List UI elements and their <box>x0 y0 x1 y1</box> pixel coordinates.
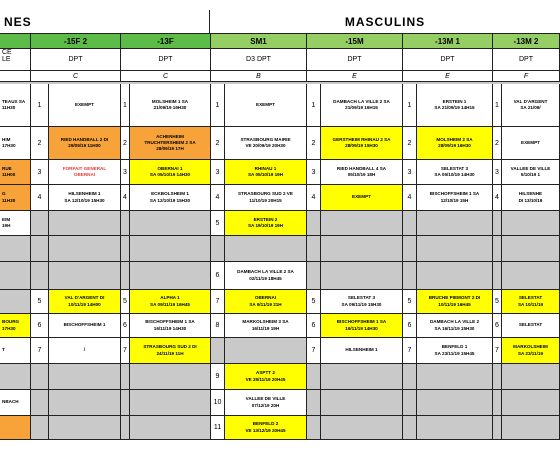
match-number-6-1 <box>121 262 130 290</box>
level-cell-2[interactable]: D3 DPT <box>211 49 307 71</box>
match-cell-8-5[interactable]: SELESTAT <box>502 314 560 338</box>
level-cell-5[interactable]: DPT <box>493 49 560 71</box>
match-number-3-1: 4 <box>121 185 130 211</box>
match-cell-5-2[interactable] <box>225 236 307 262</box>
match-cell-9-3[interactable]: HILSENHEIM 1 <box>321 338 403 364</box>
match-cell-2-2[interactable]: RHINAU 1 SA 05/10/19 19H <box>225 160 307 185</box>
match-number-10-3 <box>307 364 321 390</box>
match-number-1-3: 2 <box>307 127 321 160</box>
match-number-4-0 <box>31 211 49 236</box>
match-number-8-4: 6 <box>403 314 417 338</box>
left-partial-cell-3[interactable]: G 11H30 <box>0 185 31 211</box>
match-cell-10-0[interactable] <box>49 364 121 390</box>
match-cell-10-1[interactable] <box>130 364 211 390</box>
match-number-2-4: 3 <box>403 160 417 185</box>
match-number-12-2: 11 <box>211 416 225 440</box>
match-cell-6-0[interactable] <box>49 262 121 290</box>
match-number-2-1: 3 <box>121 160 130 185</box>
match-cell-5-1[interactable] <box>130 236 211 262</box>
match-cell-8-2[interactable]: MARKOLSHEIM 3 SA 16/11/19 19H <box>225 314 307 338</box>
match-number-2-5: 3 <box>493 160 502 185</box>
match-cell-6-3[interactable] <box>321 262 403 290</box>
match-cell-8-1[interactable]: BISCHOFFSHEIM 1 SA 16/11/19 14H30 <box>130 314 211 338</box>
match-cell-7-5[interactable]: SELESTAT SA 10/11/19 <box>502 290 560 314</box>
match-number-8-1: 6 <box>121 314 130 338</box>
match-cell-8-3[interactable]: BISCHOFFSHEIM 1 SA 16/11/19 14H30 <box>321 314 403 338</box>
left-partial-cell-2[interactable]: RUE 11H00 <box>0 160 31 185</box>
match-cell-1-1[interactable]: ACHENHEIM TRUCHTERSHEIM 2 SA 28/09/19 17H <box>130 127 211 160</box>
left-level-top: CE <box>2 49 12 56</box>
left-category-cell[interactable] <box>0 34 31 49</box>
left-partial-cell-11[interactable]: NBACH <box>0 390 31 416</box>
match-cell-10-2[interactable]: ASPTT 2 VE 29/11/19 20H45 <box>225 364 307 390</box>
category-header-1[interactable]: -13F <box>121 34 211 49</box>
match-cell-0-2[interactable]: EXEMPT <box>225 84 307 127</box>
left-partial-cell-8[interactable]: BOURG 17H30 <box>0 314 31 338</box>
match-cell-9-0[interactable]: / <box>49 338 121 364</box>
match-cell-1-4[interactable]: MOLSHEIM 2 SA 28/09/19 16H30 <box>417 127 493 160</box>
match-number-5-5 <box>493 236 502 262</box>
left-partial-cell-1[interactable]: HIM 17H30 <box>0 127 31 160</box>
feminines-header[interactable]: NES <box>0 10 210 34</box>
left-partial-cell-6[interactable] <box>0 262 31 290</box>
level-cell-4[interactable]: DPT <box>403 49 493 71</box>
match-cell-7-2[interactable]: OBERNAI SA 9/11/19 21H <box>225 290 307 314</box>
match-cell-4-5[interactable] <box>502 211 560 236</box>
match-number-11-4 <box>403 390 417 416</box>
match-cell-3-0[interactable]: HILSENHEIM 1 SA 12/10/19 15H30 <box>49 185 121 211</box>
match-cell-4-4[interactable] <box>417 211 493 236</box>
match-number-2-0: 3 <box>31 160 49 185</box>
match-number-9-0: 7 <box>31 338 49 364</box>
match-cell-7-0[interactable]: VAL D'ARGENT DI 10/11/19 14H00 <box>49 290 121 314</box>
match-number-5-3 <box>307 236 321 262</box>
match-number-7-5: 5 <box>493 290 502 314</box>
match-number-6-2: 6 <box>211 262 225 290</box>
left-level-cell[interactable] <box>0 49 31 71</box>
left-partial-cell-5[interactable] <box>0 236 31 262</box>
match-number-11-3 <box>307 390 321 416</box>
letter-cell-4[interactable]: E <box>403 71 493 82</box>
match-number-5-4 <box>403 236 417 262</box>
match-cell-11-3[interactable] <box>321 390 403 416</box>
match-number-9-1: 7 <box>121 338 130 364</box>
match-cell-7-4[interactable]: BRUCHE PIEMONT 2 DI 10/11/19 16H45 <box>417 290 493 314</box>
level-cell-0[interactable]: DPT <box>31 49 121 71</box>
match-number-4-1 <box>121 211 130 236</box>
match-cell-1-0[interactable]: RIED HANDBALL 2 DI 29/09/19 11H00 <box>49 127 121 160</box>
match-number-9-3: 7 <box>307 338 321 364</box>
match-number-1-2: 2 <box>211 127 225 160</box>
match-number-7-4: 5 <box>403 290 417 314</box>
match-number-10-1 <box>121 364 130 390</box>
left-partial-cell-4[interactable]: EIM 19H <box>0 211 31 236</box>
match-cell-5-3[interactable] <box>321 236 403 262</box>
match-number-7-3: 5 <box>307 290 321 314</box>
match-number-7-1: 5 <box>121 290 130 314</box>
match-cell-7-1[interactable]: ALPHA 1 SA 09/11/19 16H45 <box>130 290 211 314</box>
match-cell-0-4[interactable]: ERSTEIN 1 SA 21/09/19 14H15 <box>417 84 493 127</box>
match-cell-6-4[interactable] <box>417 262 493 290</box>
match-number-12-1 <box>121 416 130 440</box>
match-number-11-2: 10 <box>211 390 225 416</box>
match-number-8-2: 8 <box>211 314 225 338</box>
match-number-1-4: 2 <box>403 127 417 160</box>
match-cell-3-5[interactable]: HILSENHE DI 13/10/19 <box>502 185 560 211</box>
match-cell-9-1[interactable]: STRASBOURG SUD 2 DI 24/11/19 11H <box>130 338 211 364</box>
match-cell-6-1[interactable] <box>130 262 211 290</box>
match-number-3-2: 4 <box>211 185 225 211</box>
letter-cell-5[interactable]: F <box>493 71 560 82</box>
match-cell-12-3[interactable] <box>321 416 403 440</box>
match-cell-7-3[interactable]: SELESTAT 3 SA 09/11/19 15H30 <box>321 290 403 314</box>
match-cell-3-2[interactable]: STRASBOURG SUD 2 VE 11/10/19 20H15 <box>225 185 307 211</box>
match-cell-6-2[interactable]: DAMBACH LA VILLE 2 SA 02/11/19 18H45 <box>225 262 307 290</box>
match-number-3-3: 4 <box>307 185 321 211</box>
match-cell-0-0[interactable]: EXEMPT <box>49 84 121 127</box>
letter-cell-3[interactable]: E <box>307 71 403 82</box>
match-number-6-0 <box>31 262 49 290</box>
match-number-11-1 <box>121 390 130 416</box>
match-cell-5-4[interactable] <box>417 236 493 262</box>
match-cell-1-5[interactable]: EXEMPT <box>502 127 560 160</box>
match-cell-12-2[interactable]: BENFELD 2 VE 13/12/19 20H45 <box>225 416 307 440</box>
match-cell-10-3[interactable] <box>321 364 403 390</box>
match-cell-2-3[interactable]: RIED HANDBALL 4 SA 05/10/19 18H <box>321 160 403 185</box>
match-cell-8-0[interactable]: BISCHOFFSHEIM 1 <box>49 314 121 338</box>
match-cell-12-1[interactable] <box>130 416 211 440</box>
match-cell-5-5[interactable] <box>502 236 560 262</box>
match-number-0-4: 1 <box>403 84 417 127</box>
match-cell-9-4[interactable]: BENFELD 1 SA 23/11/19 15H45 <box>417 338 493 364</box>
match-number-1-5: 2 <box>493 127 502 160</box>
match-number-10-4 <box>403 364 417 390</box>
masculins-header[interactable]: MASCULINS <box>210 10 560 34</box>
category-header-3[interactable]: -15M <box>307 34 403 49</box>
match-cell-1-3[interactable]: GERSTHEIM RHINAU 2 SA 28/09/19 15H30 <box>321 127 403 160</box>
match-cell-4-2[interactable]: ERSTEIN 2 SA 19/10/19 19H <box>225 211 307 236</box>
match-number-2-2: 3 <box>211 160 225 185</box>
match-number-9-4: 7 <box>403 338 417 364</box>
match-number-11-0 <box>31 390 49 416</box>
match-cell-4-0[interactable] <box>49 211 121 236</box>
match-number-0-3: 1 <box>307 84 321 127</box>
match-cell-2-1[interactable]: OBERNAI 1 SA 05/10/19 14H30 <box>130 160 211 185</box>
match-number-10-2: 9 <box>211 364 225 390</box>
match-cell-2-5[interactable]: VALLEE DE VILLE 5/10/19 1 <box>502 160 560 185</box>
left-partial-cell-9[interactable]: T <box>0 338 31 364</box>
match-cell-8-4[interactable]: DAMBACH LA VILLE 2 SA 16/11/19 15H30 <box>417 314 493 338</box>
match-cell-11-1[interactable] <box>130 390 211 416</box>
match-number-0-5: 1 <box>493 84 502 127</box>
letter-cell-1[interactable]: C <box>121 71 211 82</box>
match-number-12-0 <box>31 416 49 440</box>
left-letter-cell[interactable] <box>0 71 31 82</box>
match-cell-0-5[interactable]: VAL D'ARGENT SA 21/09/ <box>502 84 560 127</box>
letter-cell-2[interactable]: B <box>211 71 307 82</box>
match-cell-10-4[interactable] <box>417 364 493 390</box>
match-number-0-2: 1 <box>211 84 225 127</box>
left-partial-cell-7[interactable] <box>0 290 31 314</box>
left-partial-cell-12[interactable] <box>0 416 31 440</box>
match-cell-11-5[interactable] <box>502 390 560 416</box>
match-number-9-2 <box>211 338 225 364</box>
match-cell-9-5[interactable]: MARKOLSHEIM SA 23/11/19 <box>502 338 560 364</box>
match-cell-12-4[interactable] <box>417 416 493 440</box>
level-cell-1[interactable]: DPT <box>121 49 211 71</box>
match-number-12-5 <box>493 416 502 440</box>
match-number-0-1: 1 <box>121 84 130 127</box>
category-header-4[interactable]: -13M 1 <box>403 34 493 49</box>
left-partial-cell-0[interactable]: TEAUX SA 11H30 <box>0 84 31 127</box>
match-number-8-0: 6 <box>31 314 49 338</box>
match-number-4-5 <box>493 211 502 236</box>
match-number-12-3 <box>307 416 321 440</box>
match-number-1-0: 2 <box>31 127 49 160</box>
category-header-0[interactable]: -15F 2 <box>31 34 121 49</box>
match-cell-0-1[interactable]: MOLSHEIM 1 SA 21/09/19 16H30 <box>130 84 211 127</box>
level-cell-3[interactable]: DPT <box>307 49 403 71</box>
match-cell-12-5[interactable] <box>502 416 560 440</box>
match-cell-9-2[interactable] <box>225 338 307 364</box>
letter-cell-0[interactable]: C <box>31 71 121 82</box>
match-cell-0-3[interactable]: DAMBACH LA VILLE 2 SA 21/09/19 16H15 <box>321 84 403 127</box>
match-number-1-1: 2 <box>121 127 130 160</box>
match-number-5-0 <box>31 236 49 262</box>
match-number-2-3: 3 <box>307 160 321 185</box>
category-header-2[interactable]: SM1 <box>211 34 307 49</box>
match-number-3-4: 4 <box>403 185 417 211</box>
match-cell-4-1[interactable] <box>130 211 211 236</box>
match-number-7-2: 7 <box>211 290 225 314</box>
match-number-4-4 <box>403 211 417 236</box>
left-level-bottom: LE <box>2 56 11 63</box>
match-cell-3-3[interactable]: EXEMPT <box>321 185 403 211</box>
match-number-10-0 <box>31 364 49 390</box>
match-number-6-5 <box>493 262 502 290</box>
match-number-11-5 <box>493 390 502 416</box>
match-number-0-0: 1 <box>31 84 49 127</box>
match-number-4-3 <box>307 211 321 236</box>
match-number-10-5 <box>493 364 502 390</box>
match-number-8-3: 6 <box>307 314 321 338</box>
match-cell-2-0[interactable]: FORFAIT GENERAL OBERNAI <box>49 160 121 185</box>
match-cell-6-5[interactable] <box>502 262 560 290</box>
match-cell-12-0[interactable] <box>49 416 121 440</box>
match-cell-1-2[interactable]: STRASBOURG MAIRIE VE 20/09/19 20H30 <box>225 127 307 160</box>
match-cell-4-3[interactable] <box>321 211 403 236</box>
match-cell-11-4[interactable] <box>417 390 493 416</box>
match-cell-5-0[interactable] <box>49 236 121 262</box>
match-number-5-2 <box>211 236 225 262</box>
match-cell-11-0[interactable] <box>49 390 121 416</box>
match-number-5-1 <box>121 236 130 262</box>
match-number-3-0: 4 <box>31 185 49 211</box>
match-cell-3-1[interactable]: ECKBOLSHEIM 1 SA 12/10/19 15H30 <box>130 185 211 211</box>
match-number-7-0: 5 <box>31 290 49 314</box>
match-number-6-4 <box>403 262 417 290</box>
match-cell-3-4[interactable]: BISCHOFFSHEIM 1 SA 12/10/19 15H <box>417 185 493 211</box>
match-number-6-3 <box>307 262 321 290</box>
match-cell-2-4[interactable]: SELESTAT 3 SA 05/10/19 14H30 <box>417 160 493 185</box>
match-number-12-4 <box>403 416 417 440</box>
category-header-5[interactable]: -13M 2 <box>493 34 560 49</box>
match-cell-11-2[interactable]: VALLEE DE VILLE 07/12/19 20H <box>225 390 307 416</box>
left-partial-cell-10[interactable] <box>0 364 31 390</box>
match-cell-10-5[interactable] <box>502 364 560 390</box>
match-number-4-2: 5 <box>211 211 225 236</box>
match-number-3-5: 4 <box>493 185 502 211</box>
match-number-9-5: 7 <box>493 338 502 364</box>
match-number-8-5: 6 <box>493 314 502 338</box>
